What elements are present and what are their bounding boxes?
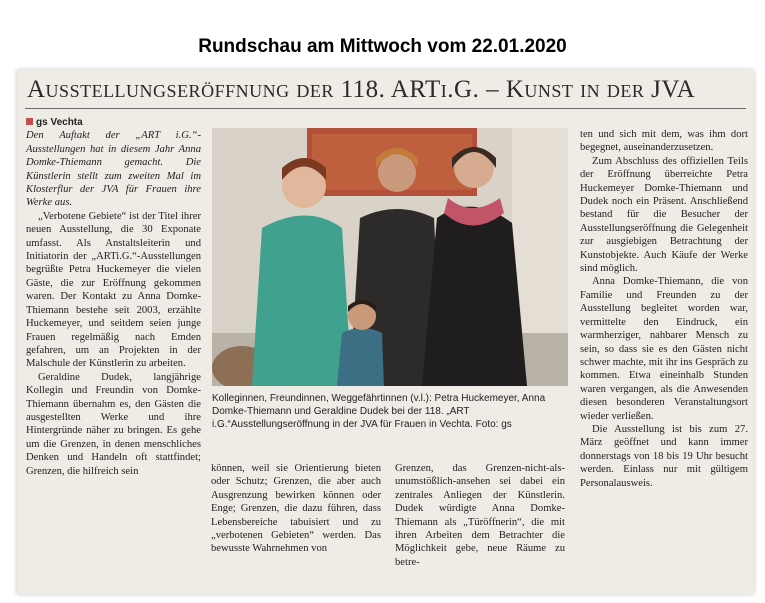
article-column-4 bbox=[580, 128, 748, 588]
article-headline: Ausstellungseröffnung der 118. ARTi.G. – Kunst in der JVA bbox=[27, 76, 696, 103]
byline-text: gs Vechta bbox=[36, 117, 83, 128]
article-column-1 bbox=[26, 116, 201, 586]
article-paragraph: können, weil sie Orientierung bieten oder Schutz; Grenzen, die aber auch Ausgrenzung bewirken können oder Enge; Grenzen, die dazu führen, dass Lebensbereiche tabuisiert und zu „verbotenen Gebieten“ werden. Das bewusste Wahrnehmen von bbox=[211, 463, 381, 555]
photo-illustration bbox=[212, 128, 568, 386]
article-paragraph: ten und sich mit dem, was ihm dort begegnet, auseinanderzusetzen. bbox=[580, 129, 748, 154]
photo-caption: Kolleginnen, Freundinnen, Weggefährtinnen (v.l.): Petra Huckemeyer, Anna Domke-Thiemann und Geraldine Dudek bei der 118. „ART i.G.“Ausstellungseröffnung in der JVA für Frauen in Vechta. Foto: gs bbox=[212, 393, 546, 430]
article-paragraph: Grenzen, das Grenzen-nicht-als-unumstößlich-ansehen sei dabei ein zentrales Anliegen der Künstlerin. Dudek würdigte Anna Domke-Thiemann als „Türöffnerin“, die mit ihren Arbeiten dem Betrachter die Möglichkeit gebe, neue Räume zu betre- bbox=[395, 463, 565, 568]
headline-rule bbox=[25, 108, 746, 109]
page-title: Rundschau am Mittwoch vom 22.01.2020 bbox=[198, 36, 567, 57]
article-column-2 bbox=[211, 462, 381, 582]
article-paragraph: Die Ausstellung ist bis zum 27. März geöffnet und kann immer donnerstags von 18 bis 19 Uhr besucht werden. Einlass nur mit gültigem Personalausweis. bbox=[580, 423, 748, 489]
article-paragraph: Geraldine Dudek, langjährige Kollegin und Freundin von Domke-Thiemann übernahm es, den Gästen die ausgestellten Werke und ihre Hintergründe näher zu bringen. Es gehe um die Grenzen, in denen menschliches Denken und Handeln oft stattfindet; Grenzen, die hilfreich sein bbox=[26, 371, 201, 477]
article-column-3 bbox=[395, 462, 565, 582]
article-photo bbox=[212, 128, 568, 386]
article-paragraph: „Verbotene Gebiete“ ist der Titel ihrer neuen Ausstellung, die 30 Exponate umfasst. Als Anstaltsleiterin und Initiatorin der „ARTi.G.“-Ausstellungen begrüßte Petra Huckemeyer die vielen Gäste, die zur Eröffnung gekommen waren. Der Kontakt zu Anna Domke-Thiemann bestehe seit 2003, erzählte Huckemeyer, und seitdem seien junge Frauen regelmäßig nach Emden gefahren, um an Projekten in der Malschule der Künstlerin zu arbeiten. bbox=[26, 210, 201, 370]
article-paragraph: Zum Abschluss des offiziellen Teils der Eröffnung überreichte Petra Huckemeyer Domke-Thiemann und Dudek noch ein Präsent. Anschließend bestand für die Besucher der Ausstellungseröffnung die Gelegenheit zur ausgiebigen Betrachtung der Kunstobjekte. Auch Käufe der Werke sind möglich. bbox=[580, 155, 748, 275]
article-lead: Den Auftakt der „ART i.G.“-Ausstellungen hat in diesem Jahr Anna Domke-Thiemann gemacht. Die Künstlerin stellt zum zweiten Mal im Klosterflur der JVA für Frauen ihre Werke aus. bbox=[26, 130, 201, 209]
newspaper-clipping bbox=[17, 70, 754, 594]
byline-marker-icon bbox=[26, 118, 33, 125]
byline bbox=[26, 116, 201, 129]
article-paragraph: Anna Domke-Thiemann, die von Familie und Freunden zu der Ausstellung begleitet worden war, vermittelte den Eindruck, ein warmherziger, nahbarer Mensch zu sein, so dass sie es den Gästen nicht schwer machte, mit ihr ins Gespräch zu kommen. Etwa eineinhalb Stunden waren vergangen, als die Anwesenden diesen besonderen Veranstaltungsort wieder verließen. bbox=[580, 276, 748, 422]
